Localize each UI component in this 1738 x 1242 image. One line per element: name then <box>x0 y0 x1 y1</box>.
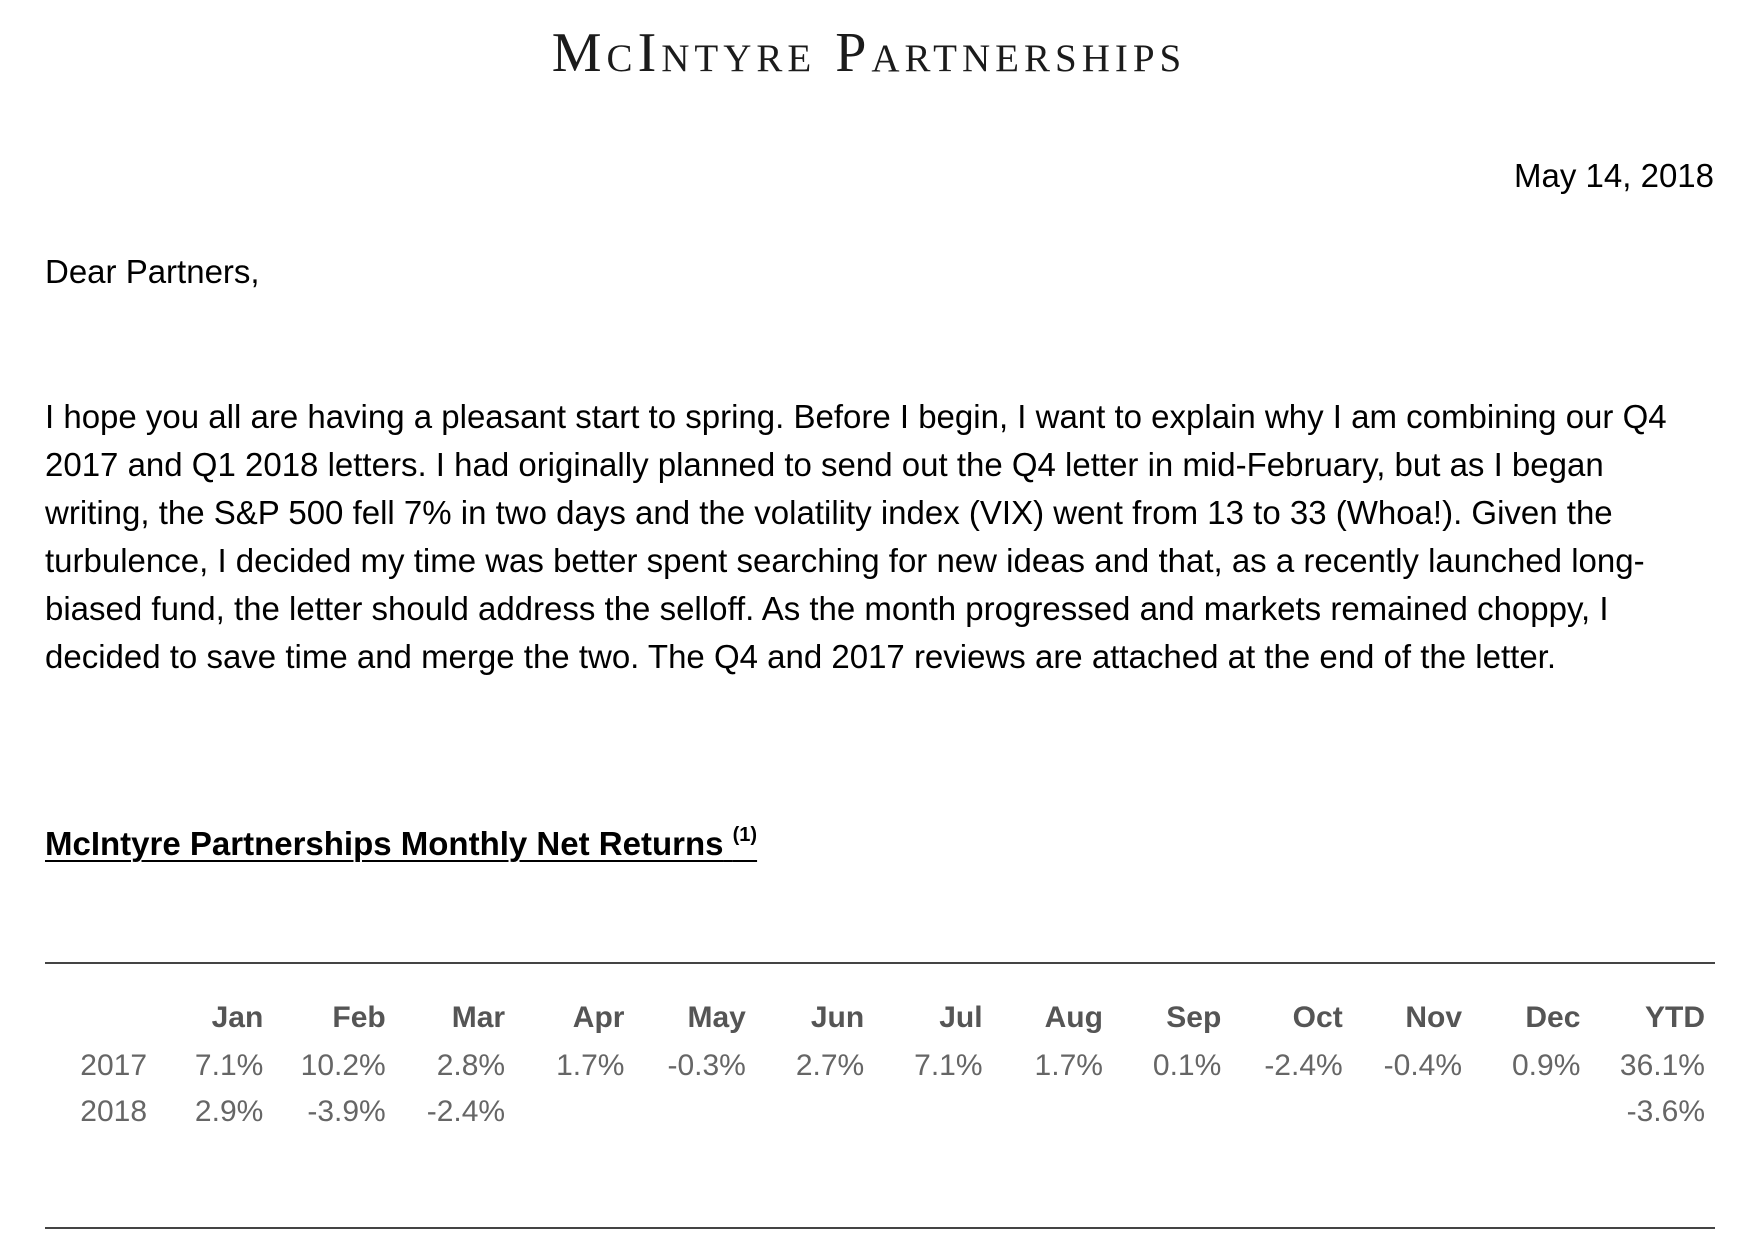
table-cell: -3.9% <box>307 1095 386 1128</box>
column-header-dec: Dec <box>1525 1001 1581 1034</box>
column-header-mar: Mar <box>451 1001 506 1034</box>
table-cell: -0.3% <box>667 1049 746 1082</box>
table-cell: 7.1% <box>194 1049 264 1082</box>
table-cell <box>624 1089 745 1135</box>
firm-name: McIntyre Partnerships <box>551 22 1187 84</box>
monthly-returns-table <box>45 993 1705 1135</box>
row-year: 2018 <box>80 1095 148 1128</box>
table-cell: -2.4% <box>426 1095 506 1128</box>
table-cell: -2.4% <box>1264 1049 1343 1082</box>
letterhead <box>0 18 1738 88</box>
table-cell: 2.7% <box>795 1049 865 1082</box>
table-cell: 1.7% <box>1034 1049 1103 1082</box>
table-row-2017 <box>45 1043 1705 1089</box>
column-header-aug: Aug <box>1044 1001 1103 1034</box>
returns-heading <box>45 822 757 866</box>
footnote-marker: (1) <box>732 824 758 846</box>
table-cell <box>1221 1089 1342 1135</box>
table-cell: 0.1% <box>1152 1049 1222 1082</box>
column-header-feb: Feb <box>332 1001 386 1034</box>
table-cell <box>746 1089 864 1135</box>
column-header-sep: Sep <box>1166 1001 1222 1034</box>
salutation: Dear Partners, <box>45 253 260 290</box>
column-header-year <box>45 993 147 1043</box>
column-header-apr: Apr <box>572 1001 625 1034</box>
table-cell: 1.7% <box>556 1049 625 1082</box>
table-cell <box>1462 1089 1580 1135</box>
column-header-jun: Jun <box>810 1001 865 1034</box>
table-cell: 10.2% <box>300 1049 386 1082</box>
column-header-jan: Jan <box>211 1001 264 1034</box>
table-cell <box>505 1089 624 1135</box>
table-header-row <box>45 993 1705 1043</box>
table-cell-ytd: 36.1% <box>1619 1049 1705 1082</box>
table-cell: 0.9% <box>1512 1049 1581 1082</box>
table-cell <box>1343 1089 1462 1135</box>
table-cell: 2.9% <box>194 1095 264 1128</box>
column-header-nov: Nov <box>1405 1001 1463 1034</box>
table-cell <box>1103 1089 1221 1135</box>
returns-heading-text: McIntyre Partnerships Monthly Net Returns <box>45 825 724 862</box>
column-header-may: May <box>687 1001 746 1034</box>
letter-date: May 14, 2018 <box>1514 157 1714 194</box>
column-header-jul: Jul <box>939 1001 983 1034</box>
table-top-rule <box>45 962 1715 964</box>
table-row-2018 <box>45 1089 1705 1135</box>
column-header-oct: Oct <box>1292 1001 1343 1034</box>
table-bottom-rule <box>45 1227 1715 1229</box>
column-header-ytd: YTD <box>1645 1001 1705 1034</box>
table-cell <box>983 1089 1103 1135</box>
row-year: 2017 <box>80 1049 148 1082</box>
table-cell: -0.4% <box>1383 1049 1463 1082</box>
table-cell <box>864 1089 982 1135</box>
table-cell-ytd: -3.6% <box>1626 1095 1705 1128</box>
table-cell: 7.1% <box>914 1049 983 1082</box>
table-cell: 2.8% <box>436 1049 506 1082</box>
body-paragraph: I hope you all are having a pleasant start to spring. Before I begin, I want to explain why I am combining our Q4 2017 and Q1 2018 letters. I had originally planned to send out the Q4 letter in mid-February, but as I began writing, the S&P 500 fell 7% in two days and the volatility index (VIX) went from 13 to 33 (Whoa!). Given the turbulence, I decided my time was better spent searching for new ideas and that, as a recently launched long-biased fund, the letter should address the selloff. As the month progressed and markets remained choppy, I decided to save time and merge the two. The Q4 and 2017 reviews are attached at the end of the letter. <box>45 398 1667 675</box>
